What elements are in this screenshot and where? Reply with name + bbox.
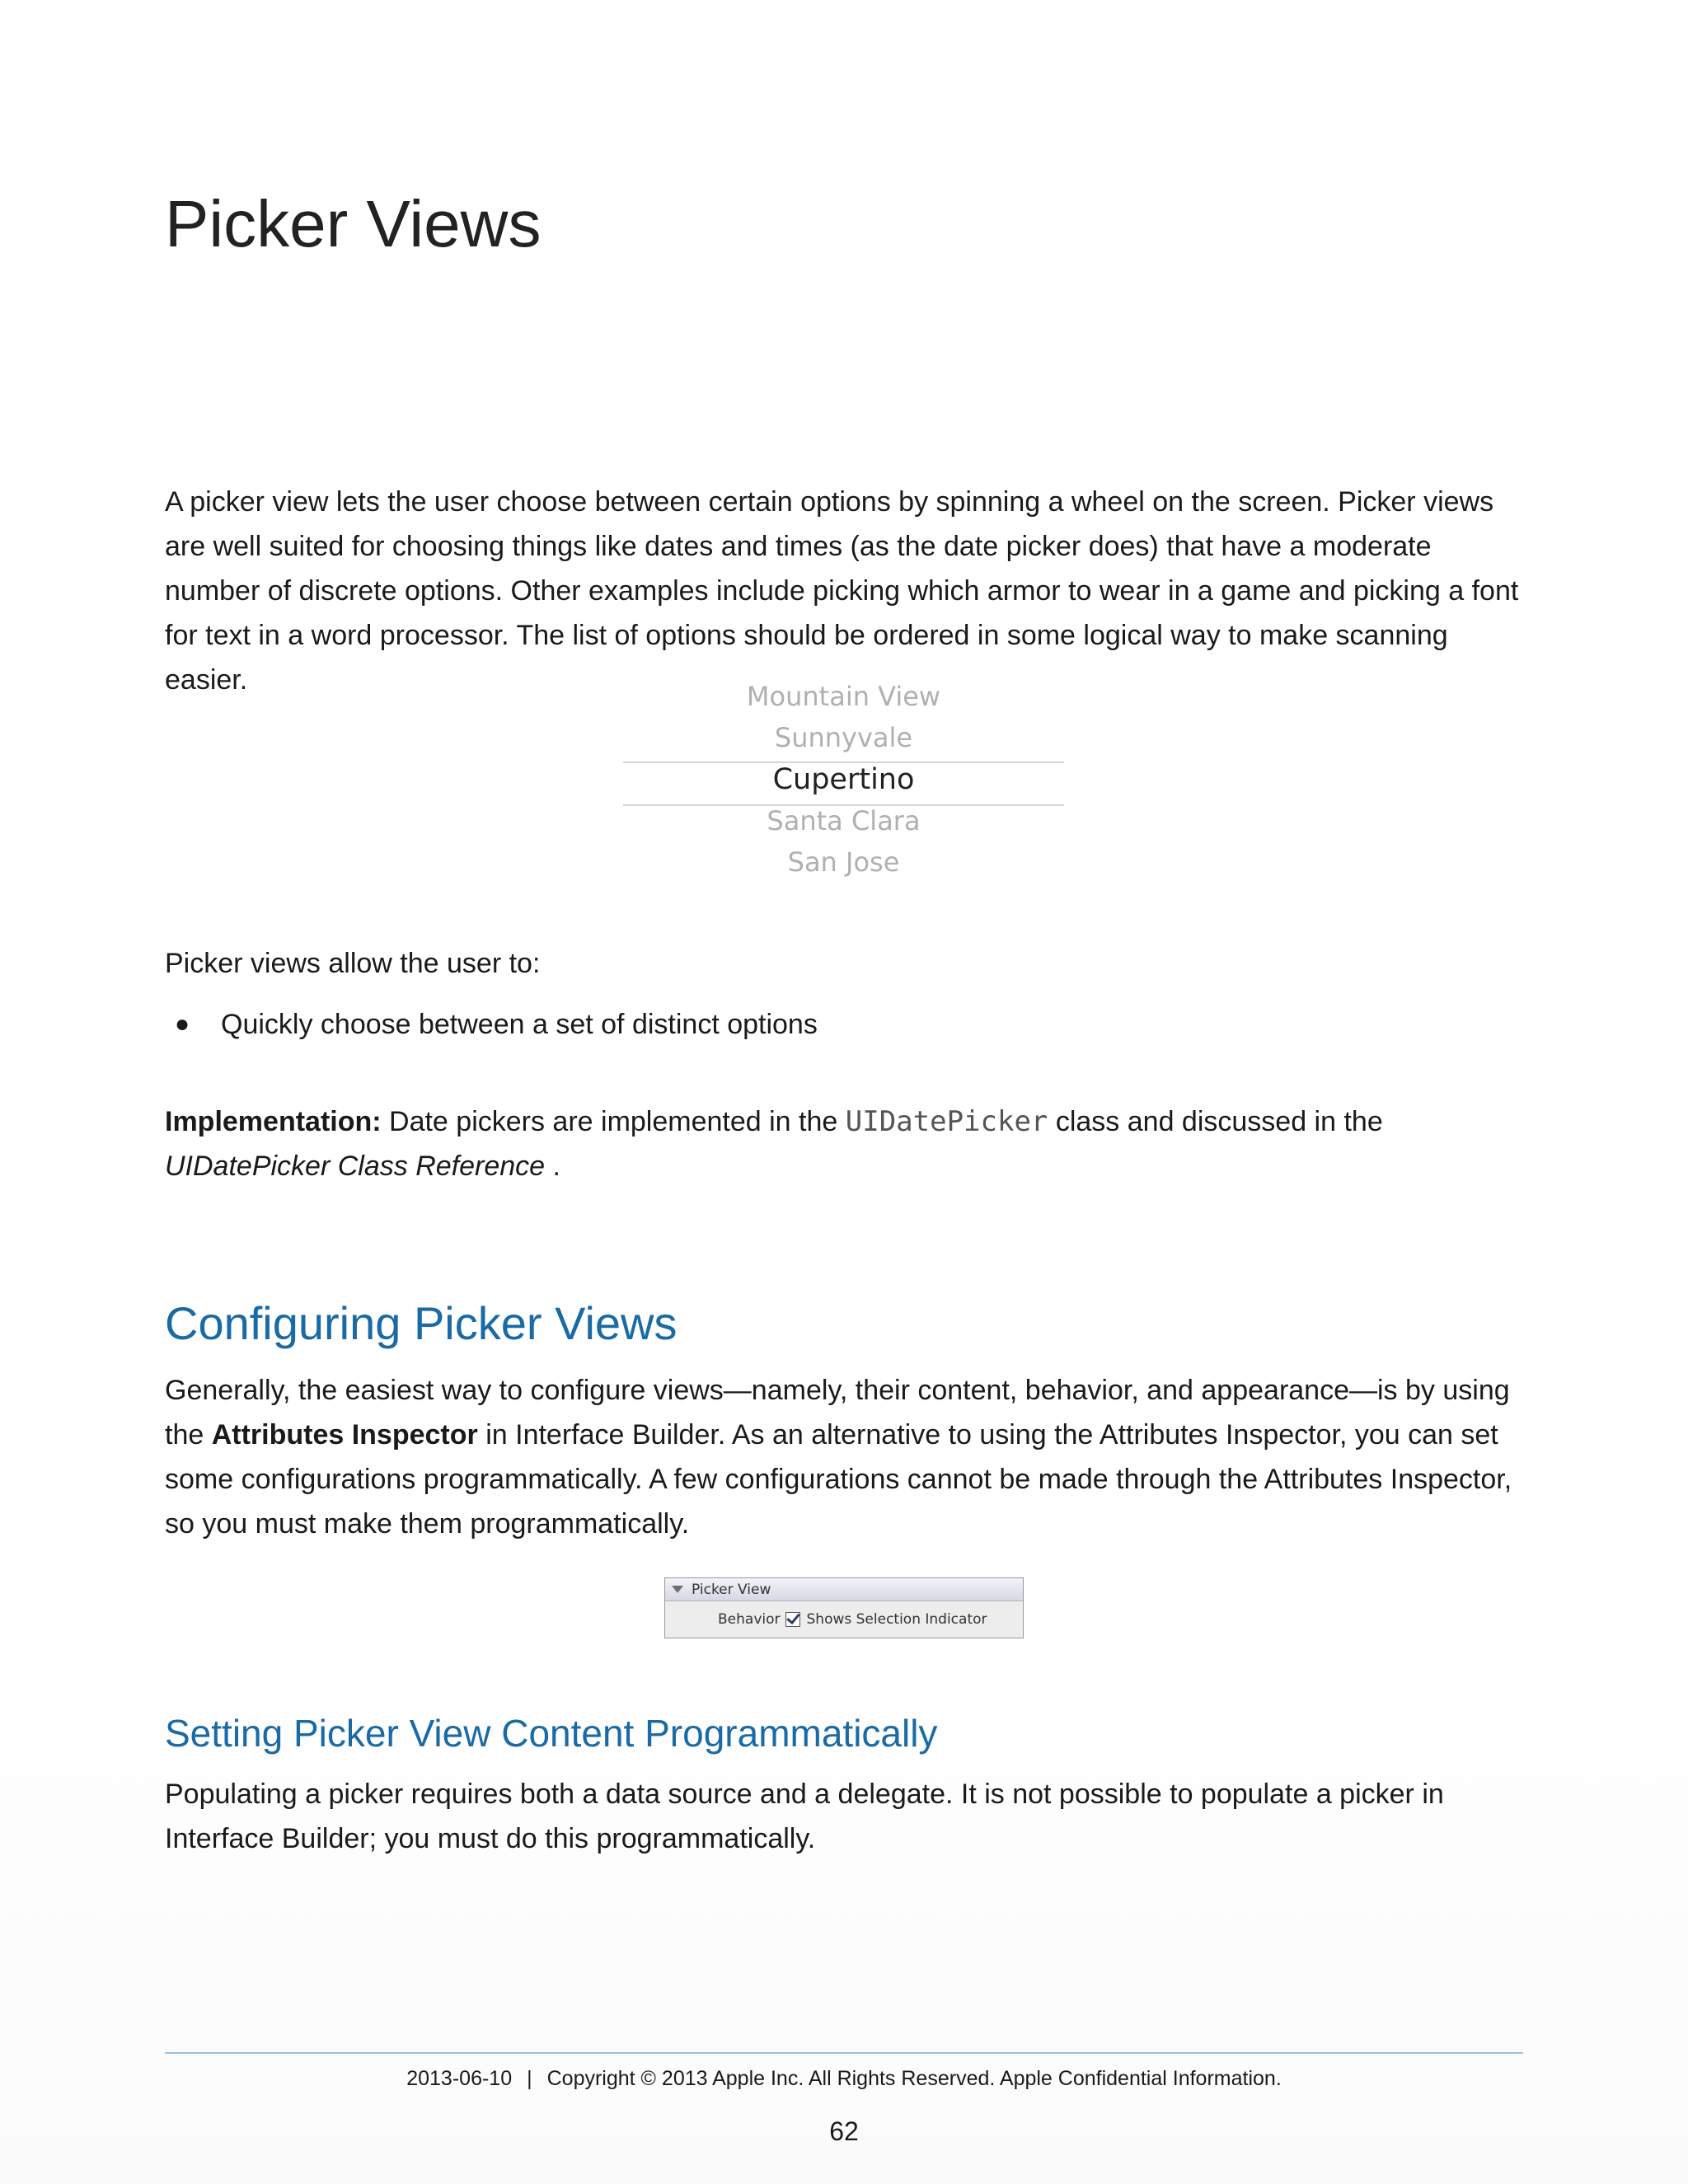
checkbox-label: Shows Selection Indicator xyxy=(806,1611,987,1628)
config-text: in Interface Builder. As an alternative to using the Attributes Inspector, you can set some configurations programmatically. A few configurations cannot be made through the Attributes Inspector, so you must make them programmatically. xyxy=(165,1419,1512,1540)
attributes-inspector-term: Attributes Inspector xyxy=(211,1419,478,1451)
picker-item: San Jose xyxy=(787,846,900,878)
section-heading: Configuring Picker Views xyxy=(165,1297,678,1349)
inspector-behavior-row xyxy=(665,1601,1023,1638)
implementation-text: class and discussed in the xyxy=(1048,1106,1383,1137)
disclosure-triangle-icon xyxy=(672,1586,683,1593)
class-name-code: UIDatePicker xyxy=(845,1105,1048,1138)
picker-wheel-illustration xyxy=(623,676,1064,890)
behavior-label: Behavior xyxy=(718,1611,781,1628)
implementation-text: . xyxy=(545,1151,560,1182)
attributes-inspector-illustration xyxy=(664,1577,1024,1638)
inspector-header xyxy=(665,1578,1023,1601)
bullet-list-item xyxy=(165,1002,818,1047)
picker-item: Mountain View xyxy=(746,681,941,712)
footer-date: 2013-06-10 xyxy=(406,2067,513,2090)
implementation-label: Implementation: xyxy=(165,1106,382,1137)
checkbox-checked-icon xyxy=(785,1612,800,1627)
footer-separator: | xyxy=(527,2067,532,2090)
intro-paragraph: A picker view lets the user choose between certain options by spinning a wheel on the screen. Picker views are well suited for choosing things like dates and times (as the date picker does) that have a moderate number of discrete options. Other examples include picking which armor to wear in a game and picking a font for text in a word processor. The list of options should be ordered in some logical way to make scanning easier. xyxy=(165,486,1519,696)
footer xyxy=(165,2067,1523,2091)
inspector-header-label: Picker View xyxy=(692,1581,771,1598)
allow-intro: Picker views allow the user to: xyxy=(165,948,541,979)
page-number: 62 xyxy=(829,2116,859,2146)
page-title: Picker Views xyxy=(165,187,542,260)
config-paragraph xyxy=(165,1368,1525,1546)
bullet-icon: ● xyxy=(175,1010,190,1038)
footer-divider xyxy=(165,2052,1523,2054)
footer-copyright: Copyright © 2013 Apple Inc. All Rights Reserved. Apple Confidential Information. xyxy=(546,2067,1282,2090)
setting-paragraph: Populating a picker requires both a data source and a delegate. It is not possible to populate a picker in Interface Builder; you must do this programmatically. xyxy=(165,1779,1444,1854)
class-reference-link[interactable]: UIDatePicker Class Reference xyxy=(165,1151,546,1182)
implementation-text: Date pickers are implemented in the xyxy=(381,1106,846,1137)
picker-item: Sunnyvale xyxy=(774,722,913,753)
picker-item: Santa Clara xyxy=(767,805,921,837)
picker-item-selected: Cupertino xyxy=(772,763,915,796)
subsection-heading: Setting Picker View Content Programmatically xyxy=(165,1712,938,1755)
bullet-text: Quickly choose between a set of distinct options xyxy=(221,1009,818,1040)
config-text: Generally, the easiest way to configure views—namely, their content, behavior, and appearance—is by using the xyxy=(165,1375,1510,1451)
implementation-paragraph xyxy=(165,1099,1525,1188)
